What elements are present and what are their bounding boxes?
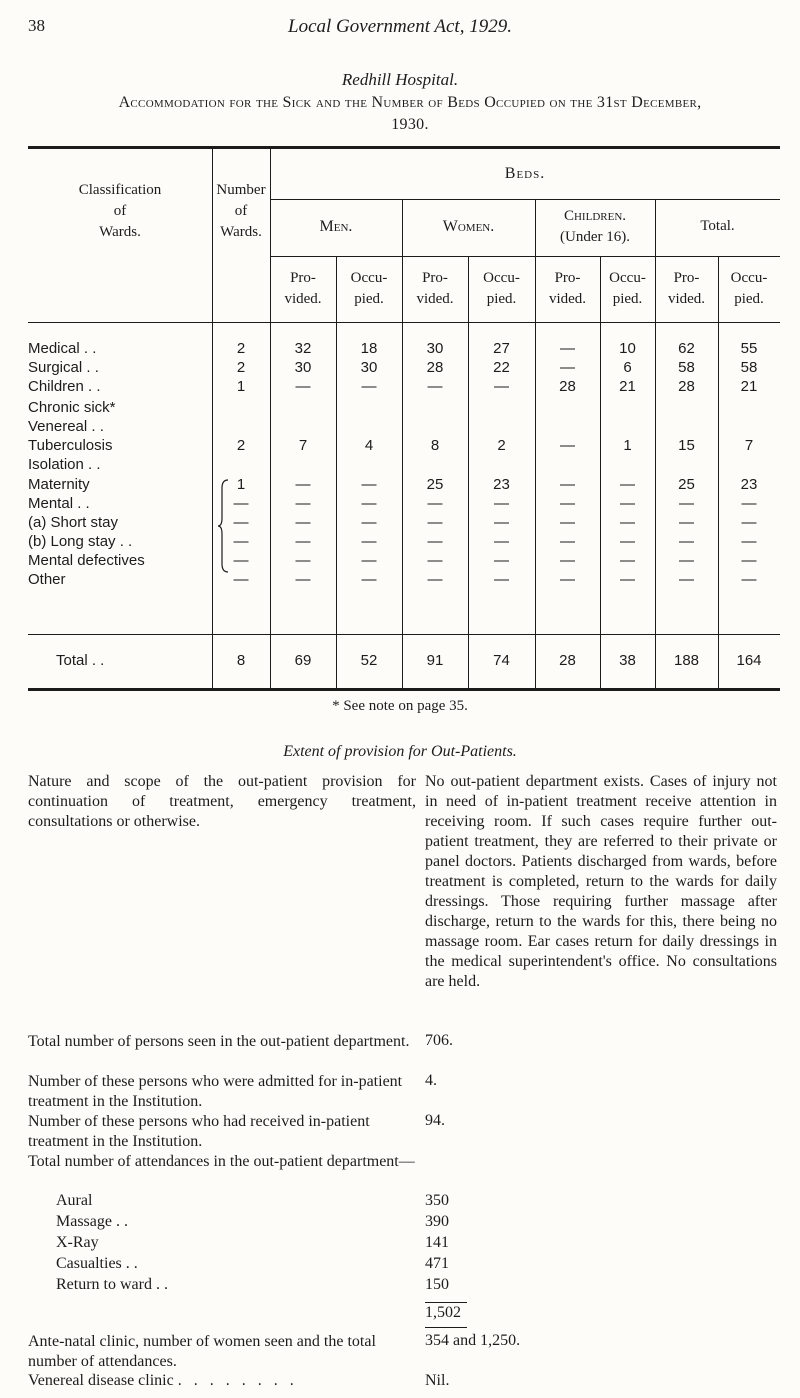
row-wards: 1 <box>236 378 246 395</box>
table-top-rule <box>28 146 780 149</box>
row-wards: — <box>233 514 249 531</box>
attendance-item-value: 150 <box>425 1276 449 1293</box>
row-cell: — <box>427 533 443 550</box>
row-cell: 22 <box>493 359 510 376</box>
row-cell: — <box>560 476 575 493</box>
attendance-item-label: Return to ward . . <box>56 1276 168 1293</box>
row-wards: 2 <box>236 437 246 454</box>
row-cell: — <box>295 476 311 493</box>
header-children: Children. (Under 16). <box>560 208 630 245</box>
beds-rule <box>270 199 780 200</box>
group-rule <box>270 256 780 257</box>
row-cell: — <box>361 378 377 395</box>
venereal-value: Nil. <box>425 1372 450 1389</box>
attendance-item-label: Casualties . . <box>56 1255 138 1272</box>
footnote: * See note on page 35. <box>332 698 468 714</box>
row-label: Venereal . . <box>28 418 104 435</box>
brace-icon <box>218 478 230 574</box>
attendance-total-rule <box>425 1327 467 1328</box>
total-row-cell: 164 <box>736 652 762 669</box>
antenatal-value: 354 and 1,250. <box>425 1332 521 1349</box>
total-row-cell: 28 <box>559 652 576 669</box>
row-cell: — <box>560 495 575 512</box>
attendance-item-value: 350 <box>425 1192 449 1209</box>
attendance-item-value: 390 <box>425 1213 449 1230</box>
row-cell: — <box>560 571 575 588</box>
row-cell: 15 <box>678 437 695 454</box>
row-cell: — <box>741 552 757 569</box>
row-cell: — <box>295 495 311 512</box>
row-cell: 30 <box>294 359 312 376</box>
row-cell: — <box>620 552 635 569</box>
row-cell: — <box>494 514 509 531</box>
total-row-cell: 38 <box>619 652 636 669</box>
stat-admitted-value: 4. <box>425 1072 437 1089</box>
header-bottom-rule <box>28 322 780 323</box>
row-label: Mental defectives <box>28 552 145 569</box>
attendance-sum-rule <box>425 1302 467 1303</box>
row-cell: 27 <box>493 340 510 357</box>
row-cell: 18 <box>360 340 378 357</box>
row-cell: — <box>427 378 443 395</box>
total-row-cell: 188 <box>673 652 700 669</box>
table-heading-line1: Accommodation for the Sick and the Number of Beds Occupied on the 31st December, <box>118 94 702 111</box>
header-men-occupied: Occu- pied. <box>350 270 388 307</box>
row-cell: — <box>361 476 377 493</box>
hospital-name: Redhill Hospital. <box>341 70 459 89</box>
scope-answer: No out-patient department exists. Cases of injury not in need of in-patient treatment receive attention in receiving room. If such cases require further out-patient treatment, they are referred to their private or panel doctors. Patients discharged from wards, before treatment is completed, return to the wards for daily dressings. Those requiring further massage after discharge, return to the wards for this, there being no massage room. Ear cases return for daily dressings in the medical superintendent's office. No consultations are held. <box>425 773 777 990</box>
row-cell: — <box>741 571 757 588</box>
row-cell: — <box>494 533 509 550</box>
row-cell: 62 <box>678 340 695 357</box>
row-cell: — <box>295 533 311 550</box>
row-cell: — <box>560 340 575 357</box>
row-label: Surgical . . <box>28 359 99 376</box>
row-cell: — <box>620 495 635 512</box>
table-heading <box>40 92 780 136</box>
row-wards: — <box>233 552 249 569</box>
row-wards: 2 <box>236 359 246 376</box>
row-label: Mental . . <box>28 495 90 512</box>
total-row-cell: 91 <box>426 652 444 669</box>
row-cell: — <box>427 552 443 569</box>
row-cell: — <box>620 533 635 550</box>
stat-persons-seen-value: 706. <box>425 1032 453 1049</box>
row-cell: 25 <box>678 476 695 493</box>
venereal-label: Venereal disease clinic . . . . . . . . <box>28 1372 298 1389</box>
row-cell: 8 <box>430 437 440 454</box>
row-cell: 21 <box>740 378 758 395</box>
row-cell: — <box>361 533 377 550</box>
row-cell: — <box>295 571 311 588</box>
table-bottom-rule <box>28 688 780 691</box>
stat-received-label: Number of these persons who had received in-patient treatment in the Institution. <box>28 1113 370 1150</box>
row-cell: 7 <box>298 437 308 454</box>
header-total: Total. <box>700 218 735 234</box>
row-cell: — <box>560 437 575 454</box>
row-cell: — <box>620 571 635 588</box>
row-cell: 1 <box>623 437 632 454</box>
row-cell: 10 <box>619 340 636 357</box>
row-cell: — <box>679 571 694 588</box>
row-cell: — <box>741 533 757 550</box>
row-cell: — <box>494 378 509 395</box>
row-cell: — <box>427 571 443 588</box>
total-row-label: Total . . <box>56 652 105 669</box>
total-row-cell: 74 <box>493 652 510 669</box>
row-cell: 4 <box>364 437 374 454</box>
row-wards: 1 <box>236 476 246 493</box>
row-cell: — <box>494 552 509 569</box>
row-cell: 2 <box>497 437 506 454</box>
extent-title: Extent of provision for Out-Patients. <box>283 743 517 760</box>
header-women: Women. <box>442 218 495 235</box>
header-total-provided: Pro- vided. <box>667 270 706 307</box>
header-number-of-wards: Number of Wards. <box>216 182 266 240</box>
row-cell: 30 <box>426 340 444 357</box>
row-cell: 28 <box>678 378 695 395</box>
col-rule-children-occ <box>600 256 601 688</box>
attendance-item-label: Aural <box>56 1192 93 1209</box>
row-cell: — <box>361 552 377 569</box>
row-cell: — <box>427 514 443 531</box>
row-cell: 21 <box>619 378 636 395</box>
row-cell: 30 <box>360 359 378 376</box>
row-cell: — <box>679 533 694 550</box>
row-cell: 23 <box>740 476 758 493</box>
row-cell: — <box>494 495 509 512</box>
total-row-cell: 52 <box>360 652 378 669</box>
col-rule-men-occ <box>336 256 337 688</box>
row-cell: — <box>560 552 575 569</box>
row-cell: 6 <box>623 359 632 376</box>
row-cell: — <box>679 495 694 512</box>
row-cell: — <box>427 495 443 512</box>
header-classification: Classification of Wards. <box>78 182 162 240</box>
scope-question: Nature and scope of the out-patient provision for continuation of treatment, emergency treatment, consultations or otherwise. <box>28 773 416 830</box>
row-cell: 32 <box>294 340 312 357</box>
antenatal-label: Ante-natal clinic, number of women seen and the total number of attendances. <box>28 1333 376 1370</box>
row-label: (b) Long stay . . <box>28 533 133 550</box>
row-cell: — <box>560 514 575 531</box>
row-wards: — <box>233 571 249 588</box>
row-wards: 2 <box>236 340 246 357</box>
stat-received-value: 94. <box>425 1112 445 1129</box>
row-cell: 28 <box>426 359 444 376</box>
header-women-occupied: Occu- pied. <box>483 270 520 307</box>
row-wards: — <box>233 495 249 512</box>
row-cell: — <box>620 514 635 531</box>
row-cell: — <box>361 571 377 588</box>
row-cell: 25 <box>426 476 444 493</box>
row-cell: — <box>679 552 694 569</box>
row-label: Tuberculosis <box>28 437 113 454</box>
row-cell: — <box>560 533 575 550</box>
row-cell: — <box>295 514 311 531</box>
attendance-total: 1,502 <box>425 1304 461 1321</box>
attendance-item-label: X-Ray <box>56 1234 99 1251</box>
row-label: Isolation . . <box>28 456 101 473</box>
header-children-occupied: Occu- pied. <box>609 270 646 307</box>
row-label: Chronic sick* <box>28 399 116 416</box>
attendance-item-label: Massage . . <box>56 1213 128 1230</box>
attendance-item-value: 471 <box>425 1255 449 1272</box>
header-total-occupied: Occu- pied. <box>730 270 768 307</box>
row-cell: — <box>494 571 509 588</box>
table-heading-line2: 1930. <box>391 116 429 133</box>
total-top-rule <box>28 634 780 635</box>
total-row-wards: 8 <box>236 652 246 669</box>
stat-persons-seen-label: Total number of persons seen in the out-patient department. <box>28 1033 410 1050</box>
stat-admitted-label: Number of these persons who were admitted for in-patient treatment in the Institution. <box>28 1073 403 1110</box>
row-cell: — <box>361 514 377 531</box>
row-cell: — <box>741 514 757 531</box>
header-children-provided: Pro- vided. <box>548 270 587 307</box>
row-label: Children . . <box>28 378 101 395</box>
row-cell: 23 <box>493 476 510 493</box>
row-cell: 58 <box>740 359 758 376</box>
row-cell: — <box>679 514 694 531</box>
col-rule-women-occ <box>468 256 469 688</box>
col-rule-total-occ <box>718 256 719 688</box>
header-men-provided: Pro- vided. <box>284 270 322 307</box>
row-cell: — <box>295 378 311 395</box>
row-cell: — <box>741 495 757 512</box>
row-label: (a) Short stay <box>28 514 119 531</box>
row-cell: — <box>295 552 311 569</box>
row-cell: 58 <box>678 359 695 376</box>
header-women-provided: Pro- vided. <box>416 270 454 307</box>
header-beds: Beds. <box>504 165 546 182</box>
attendance-item-value: 141 <box>425 1234 449 1251</box>
row-cell: 28 <box>559 378 576 395</box>
row-label: Maternity <box>28 476 90 493</box>
attendances-label: Total number of attendances in the out-patient department— <box>28 1153 415 1170</box>
row-cell: — <box>560 359 575 376</box>
total-row-cell: 69 <box>294 652 312 669</box>
page-number: 38 <box>28 16 45 35</box>
running-title: Local Government Act, 1929. <box>288 16 512 37</box>
row-cell: 7 <box>744 437 754 454</box>
row-label: Medical . . <box>28 340 97 357</box>
row-cell: — <box>361 495 377 512</box>
row-cell: — <box>620 476 635 493</box>
row-wards: — <box>233 533 249 550</box>
row-label: Other <box>28 571 66 588</box>
header-men: Men. <box>319 218 353 235</box>
row-cell: 55 <box>740 340 758 357</box>
